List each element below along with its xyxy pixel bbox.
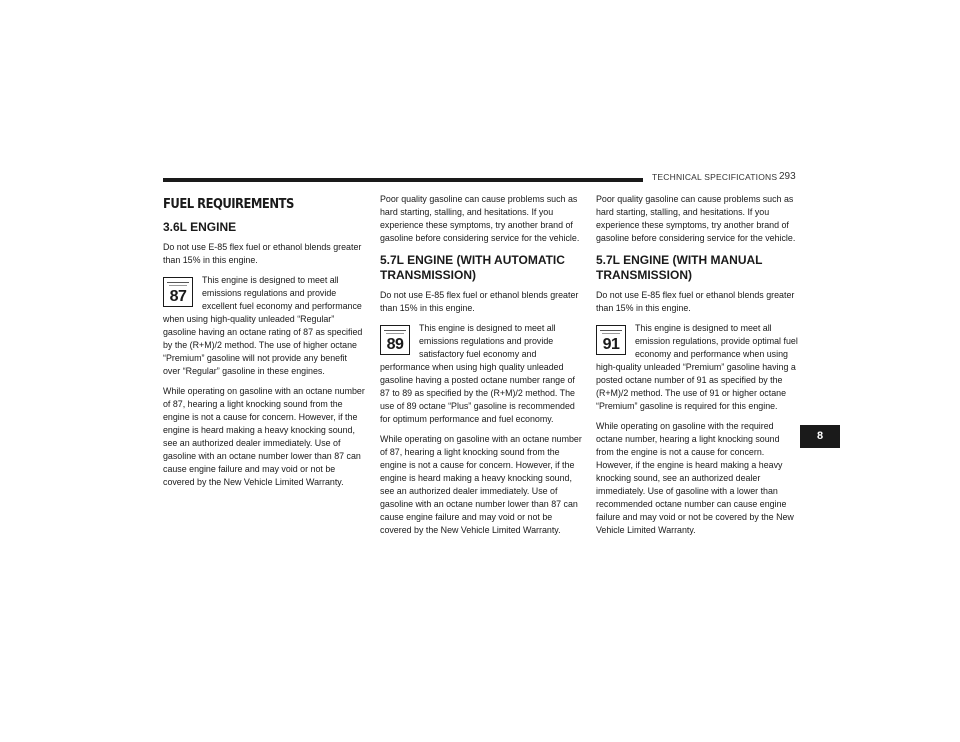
heading-part: ANUAL xyxy=(720,253,763,267)
octane-block-87 xyxy=(163,274,365,385)
heading-part: A xyxy=(491,253,503,267)
section-title: FUEL REQUIREMENTS xyxy=(163,196,294,212)
e85-warning: Do not use E-85 flex fuel or ethanol blends greater than 15% in this engine. xyxy=(596,290,795,313)
heading-part: UTOMATIC xyxy=(502,253,565,267)
octane-91-label-icon xyxy=(596,325,626,355)
heading-lead: 3.6L E xyxy=(163,220,199,234)
octane-block-91 xyxy=(596,322,798,420)
octane-number: 87 xyxy=(169,288,187,305)
heading-part: RANSMISSION xyxy=(387,268,473,282)
heading-part: NGINE xyxy=(631,253,670,267)
heading-part: (W xyxy=(453,253,472,267)
column-1 xyxy=(163,196,365,496)
octane-block-89 xyxy=(380,322,582,433)
knocking-paragraph: While operating on gasoline with an octane number of 87, hearing a light knocking sound from the engine is not a cause for concern. However, if the engine is heard making a heavy knocking sound, see an authorized dealer immediately. Use of gasoline with an octane number lower than 87 can cause engine failure and may void or not be covered by the New Vehicle Limited Warranty. xyxy=(163,386,365,487)
column-3 xyxy=(596,193,798,544)
heading-part: T xyxy=(380,268,388,282)
octane-description: This engine is designed to meet all emission regulations, provide optimal fuel economy and performance when using high-quality unleaded “Premium” gasoline having a posted octane number of 91 as specified by the (R+M)/2 method. The use of 91 or higher octane “Premium” gasoline is required for this engine. xyxy=(596,323,798,411)
heading-3-6l-engine xyxy=(163,220,365,235)
label-line xyxy=(602,333,620,334)
page-number: 293 xyxy=(779,171,796,182)
octane-89-label-icon xyxy=(380,325,410,355)
heading-part: M xyxy=(707,253,721,267)
heading-part: RANSMISSION xyxy=(603,268,689,282)
octane-number: 91 xyxy=(602,336,620,353)
heading-5-7l-manual xyxy=(596,253,798,283)
e85-warning: Do not use E-85 flex fuel or ethanol blends greater than 15% in this engine. xyxy=(163,242,362,265)
label-line xyxy=(167,282,189,283)
label-line xyxy=(384,330,406,331)
header-rule xyxy=(163,178,643,182)
heading-rest: NGINE xyxy=(198,220,237,234)
knocking-paragraph: While operating on gasoline with an octane number of 87, hearing a light knocking sound from the engine is not a cause for concern. However, if the engine is heard making a heavy knocking sound, see an authorized dealer immediately. Use of gasoline with an octane number lower than 87 can cause engine failure and may void or not be covered by the New Vehicle Limited Warranty. xyxy=(380,434,582,535)
octane-87-label-icon xyxy=(163,277,193,307)
e85-warning: Do not use E-85 flex fuel or ethanol blends greater than 15% in this engine. xyxy=(380,290,579,313)
running-header: TECHNICAL SPECIFICATIONS xyxy=(652,172,778,182)
chapter-tab: 8 xyxy=(800,425,840,448)
octane-number: 89 xyxy=(386,336,404,353)
octane-description: This engine is designed to meet all emissions regulations and provide satisfactory fuel economy and performance when using high quality unleaded gasoline having a posted octane number range of 87 to 89 as specified by the (R+M)/2 method. The use of 89 octane “Plus” gasoline is recommended for optimum performance and fuel economy. xyxy=(380,323,575,424)
octane-description: This engine is designed to meet all emissions regulations and provide excellent fuel economy and performance when using high-quality unleaded “Regular” gasoline having an octane rating of 87 as specified by the (R+M)/2 method. The use of higher octane “Premium” gasoline will not provide any benefit over “Regular” gasoline in these engines. xyxy=(163,275,363,376)
poor-quality-paragraph: Poor quality gasoline can cause problems such as hard starting, stalling, and hesitations. If you experience these symptoms, try another brand of gasoline before considering service for the vehicle. xyxy=(596,194,796,243)
label-line xyxy=(169,285,187,286)
knocking-paragraph: While operating on gasoline with the required octane number, hearing a light knocking sound from the engine is not a cause for concern. However, if the engine is heard making a heavy knocking sound, see an authorized dealer immediately. Use of gasoline with a lower than recommended octane number can cause engine failure and may void or not be covered by the New Vehicle Limited Warranty. xyxy=(596,421,794,535)
heading-part: ) xyxy=(472,268,477,282)
heading-part: 5.7L E xyxy=(380,253,416,267)
heading-part: NGINE xyxy=(415,253,454,267)
column-2 xyxy=(380,193,582,544)
label-line xyxy=(386,333,404,334)
heading-5-7l-automatic xyxy=(380,253,582,283)
heading-part: 5.7L E xyxy=(596,253,632,267)
poor-quality-paragraph: Poor quality gasoline can cause problems such as hard starting, stalling, and hesitations. If you experience these symptoms, try another brand of gasoline before considering service for the vehicle. xyxy=(380,194,580,243)
heading-part: T xyxy=(596,268,604,282)
label-line xyxy=(600,330,622,331)
heading-part: ITH xyxy=(471,253,492,267)
heading-part: (W xyxy=(669,253,688,267)
heading-part: ) xyxy=(688,268,693,282)
heading-part: ITH xyxy=(687,253,708,267)
